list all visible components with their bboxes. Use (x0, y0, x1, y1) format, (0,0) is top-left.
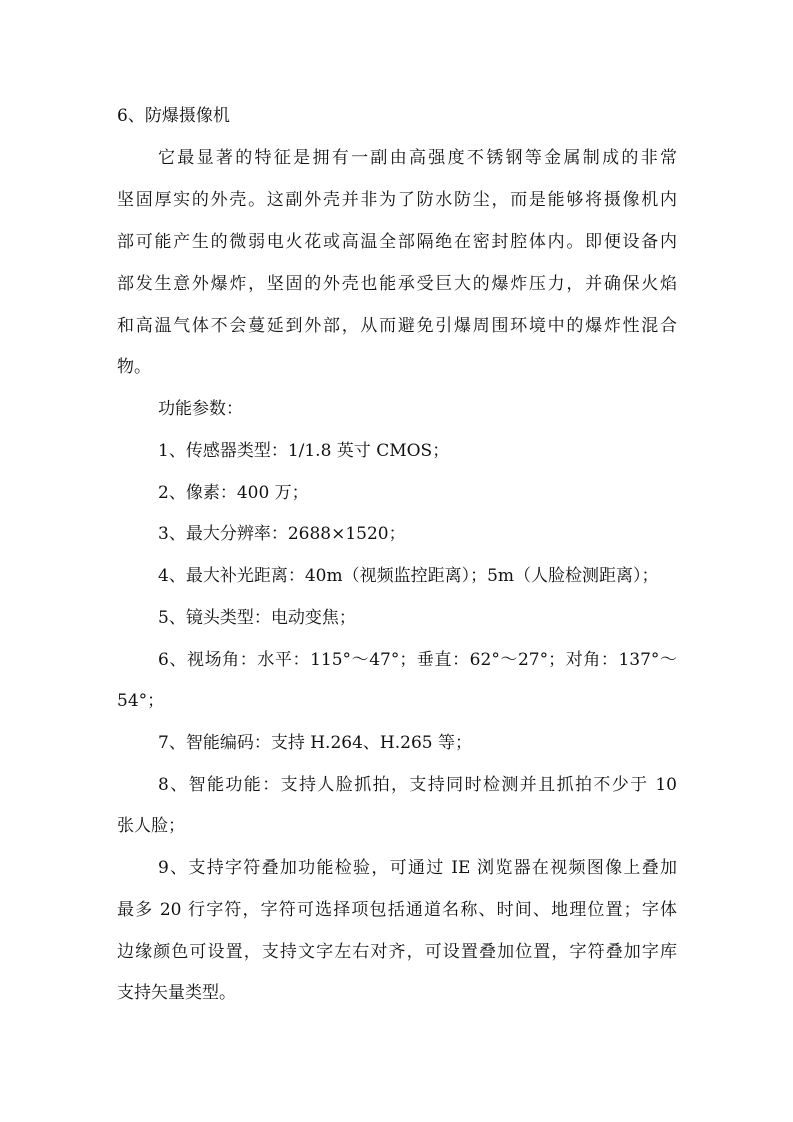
param-item: 6、视场角：水平：115°～47°；垂直：62°～27°；对角：137°～ (158, 650, 677, 670)
param-item: 7、智能编码：支持 H.264、H.265 等； (158, 733, 472, 753)
params-heading: 功能参数： (158, 399, 243, 419)
param-item-continuation: 支持矢量类型。 (117, 983, 236, 1003)
param-item: 9、支持字符叠加功能检验，可通过 IE 浏览器在视频图像上叠加 (158, 858, 677, 878)
description-line: 它最显著的特征是拥有一副由高强度不锈钢等金属制成的非常 (158, 148, 677, 168)
param-item: 5、镜头类型：电动变焦； (158, 608, 356, 628)
param-item: 1、传感器类型：1/1.8 英寸 CMOS； (158, 441, 450, 461)
param-item-continuation: 边缘颜色可设置，支持文字左右对齐，可设置叠加位置，字符叠加字库 (117, 942, 677, 962)
param-item: 2、像素：400 万； (158, 483, 309, 503)
param-item: 4、最大补光距离：40m（视频监控距离）；5m（人脸检测距离）； (158, 566, 659, 586)
description-line: 部发生意外爆炸，坚固的外壳也能承受巨大的爆炸压力，并确保火焰 (117, 274, 677, 294)
param-item: 8、智能功能：支持人脸抓拍，支持同时检测并且抓拍不少于 10 (158, 775, 677, 795)
param-item: 3、最大分辨率：2688×1520； (158, 524, 406, 544)
param-item-continuation: 54°； (117, 691, 165, 711)
description-line: 坚固厚实的外壳。这副外壳并非为了防水防尘，而是能够将摄像机内 (117, 190, 677, 210)
section-heading: 6、防爆摄像机 (117, 106, 230, 126)
param-item-continuation: 张人脸； (117, 816, 185, 836)
param-item-continuation: 最多 20 行字符，字符可选择项包括通道名称、时间、地理位置；字体 (117, 900, 677, 920)
description-line: 和高温气体不会蔓延到外部，从而避免引爆周围环境中的爆炸性混合 (117, 316, 677, 336)
description-line: 物。 (117, 357, 151, 377)
description-line: 部可能产生的微弱电火花或高温全部隔绝在密封腔体内。即便设备内 (117, 232, 677, 252)
